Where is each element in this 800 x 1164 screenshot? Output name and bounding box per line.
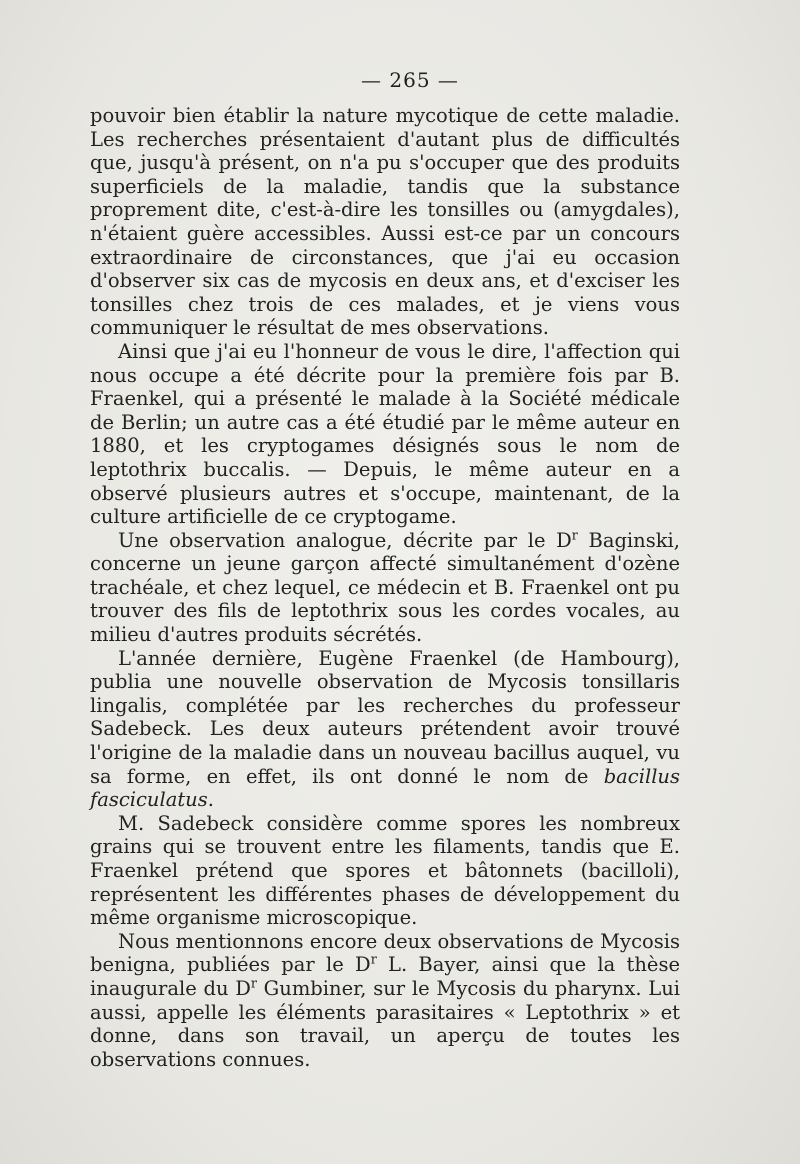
paragraph-1	[90, 104, 680, 340]
paragraph-2	[90, 340, 680, 529]
paragraph-text: L. Bayer, ainsi que la thèse inaugurale du D	[90, 953, 680, 1000]
paragraph-4	[90, 647, 680, 812]
paragraph-text: Nous mentionnons encore deux observations de Mycosis benigna, publiées par le D	[90, 929, 680, 977]
paragraph-text: L'année dernière, Eugène Fraenkel (de Hambourg), publia une nouvelle observation de Mycosis tonsillaris lingalis, complétée par les recherches du professeur Sadebeck. Les deux auteurs prétendent avoir trouvé l'origine de la maladie dans un nouveau bacillus auquel, vu sa forme, en effet, ils ont donné le nom de	[90, 646, 680, 788]
paragraph-text: Gumbiner, sur le Mycosis du pharynx. Lui aussi, appelle les éléments parasitaires « Leptothrix » et donne, dans son travail, un aperçu de toutes les observations connues.	[90, 976, 680, 1071]
paragraph-text: pouvoir bien établir la nature mycotique de cette maladie. Les recherches présentaient d'autant plus de difficultés que, jusqu'à présent, on n'a pu s'occuper que des produits superficiels de la maladie, tandis que la substance proprement dite, c'est-à-dire les tonsilles ou (amygdales), n'étaient guère accessibles. Aussi est-ce par un concours extraordinaire de circonstances, que j'ai eu occasion d'observer six cas de mycosis en deux ans, et d'exciser les tonsilles chez trois de ces malades, et je viens vous communiquer le résultat de mes observations.	[90, 104, 680, 340]
paragraph-text: M. Sadebeck considère comme spores les nombreux grains qui se trouvent entre les filaments, tandis que E. Fraenkel prétend que spores et bâtonnets (bacilloli), représentent les différentes phases de développement du même organisme microscopique.	[90, 811, 680, 930]
body-text	[90, 104, 680, 1071]
paragraph-text: Ainsi que j'ai eu l'honneur de vous le dire, l'affection qui nous occupe a été décrite pour la première fois par B. Fraenkel, qui a présenté le malade à la Société médicale de Berlin; un autre cas a été étudié par le même auteur en 1880, et les cryptogames désignés sous le nom de leptothrix buccalis. — Depuis, le même auteur en a observé plusieurs autres et s'occupe, maintenant, de la culture artificielle de ce cryptogame.	[90, 339, 680, 529]
superscript: r	[370, 951, 377, 967]
page-number: — 265 —	[361, 68, 459, 92]
paragraph-text: Une observation analogue, décrite par le D	[118, 528, 572, 552]
paragraph-text: .	[207, 788, 214, 812]
paragraph-5	[90, 812, 680, 930]
italic-term: bacillus fasciculatus	[90, 764, 680, 812]
superscript: r	[250, 975, 257, 991]
paragraph-3	[90, 529, 680, 647]
paragraph-6	[90, 930, 680, 1072]
superscript: r	[571, 527, 578, 543]
paragraph-text: Baginski, concerne un jeune garçon affecté simultanément d'ozène trachéale, et chez lequel, ce médecin et B. Fraenkel ont pu trouver des fils de leptothrix sous les cordes vocales, au milieu d'autres produits sécrétés.	[90, 528, 680, 647]
